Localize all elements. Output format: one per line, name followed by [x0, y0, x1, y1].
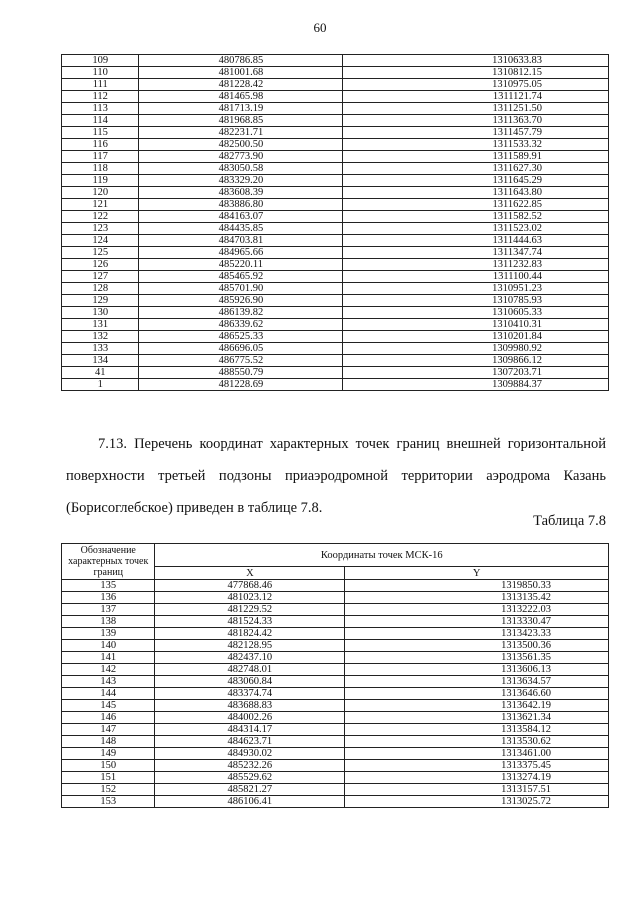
y-coordinate-cell: 1311589.91 [343, 151, 609, 163]
x-coordinate-cell: 481524.33 [155, 616, 345, 628]
table-row [62, 355, 609, 367]
table-row [62, 724, 609, 736]
table-row [62, 700, 609, 712]
x-coordinate-cell: 483060.84 [155, 676, 345, 688]
point-id-cell: 151 [62, 772, 155, 784]
table-row [62, 343, 609, 355]
x-coordinate-cell: 482500.50 [139, 139, 343, 151]
y-coordinate-cell: 1313561.35 [345, 652, 609, 664]
point-id-cell: 153 [62, 796, 155, 808]
x-coordinate-cell: 481465.98 [139, 91, 343, 103]
y-coordinate-cell: 1307203.71 [343, 367, 609, 379]
table-row [62, 664, 609, 676]
point-id-cell: 145 [62, 700, 155, 712]
y-coordinate-cell: 1311533.32 [343, 139, 609, 151]
y-coordinate-cell: 1313634.57 [345, 676, 609, 688]
table-row [62, 592, 609, 604]
y-coordinate-cell: 1311627.30 [343, 163, 609, 175]
table-row [62, 712, 609, 724]
x-coordinate-cell: 486139.82 [139, 307, 343, 319]
table-row [62, 211, 609, 223]
y-coordinate-cell: 1311363.70 [343, 115, 609, 127]
point-id-cell: 138 [62, 616, 155, 628]
table-row [62, 247, 609, 259]
y-coordinate-cell: 1310951.23 [343, 283, 609, 295]
table-row [62, 139, 609, 151]
paragraph-text: 7.13. Перечень координат характерных точек границ внешней горизонтальной поверхности третьей подзоны приаэродромной территории аэродрома Казань (Борисоглебское) приведен в таблице 7.8. [66, 436, 606, 516]
y-coordinate-cell: 1313461.00 [345, 748, 609, 760]
table-row [62, 628, 609, 640]
x-coordinate-cell: 484965.66 [139, 247, 343, 259]
x-coordinate-cell: 484703.81 [139, 235, 343, 247]
x-coordinate-cell: 485529.62 [155, 772, 345, 784]
x-coordinate-cell: 483329.20 [139, 175, 343, 187]
table-row [62, 676, 609, 688]
table-row [62, 616, 609, 628]
header-coordinates: Координаты точек МСК-16 [155, 544, 609, 567]
y-coordinate-cell: 1311645.29 [343, 175, 609, 187]
x-coordinate-cell: 480786.85 [139, 55, 343, 67]
x-coordinate-cell: 483688.83 [155, 700, 345, 712]
x-coordinate-cell: 482437.10 [155, 652, 345, 664]
point-id-cell: 111 [62, 79, 139, 91]
y-coordinate-cell: 1309980.92 [343, 343, 609, 355]
y-coordinate-cell: 1311121.74 [343, 91, 609, 103]
x-coordinate-cell: 483886.80 [139, 199, 343, 211]
x-coordinate-cell: 484930.02 [155, 748, 345, 760]
point-id-cell: 131 [62, 319, 139, 331]
table-row [62, 259, 609, 271]
table-row [62, 127, 609, 139]
x-coordinate-cell: 481023.12 [155, 592, 345, 604]
table-row [62, 604, 609, 616]
y-coordinate-cell: 1313530.62 [345, 736, 609, 748]
x-coordinate-cell: 482128.95 [155, 640, 345, 652]
y-coordinate-cell: 1311523.02 [343, 223, 609, 235]
y-coordinate-cell: 1311347.74 [343, 247, 609, 259]
x-coordinate-cell: 481713.19 [139, 103, 343, 115]
point-id-cell: 137 [62, 604, 155, 616]
table-row [62, 187, 609, 199]
table-row [62, 784, 609, 796]
table-row [62, 331, 609, 343]
y-coordinate-cell: 1313621.34 [345, 712, 609, 724]
x-coordinate-cell: 485220.11 [139, 259, 343, 271]
point-id-cell: 112 [62, 91, 139, 103]
point-id-cell: 134 [62, 355, 139, 367]
point-id-cell: 147 [62, 724, 155, 736]
point-id-cell: 146 [62, 712, 155, 724]
y-coordinate-cell: 1311622.85 [343, 199, 609, 211]
x-coordinate-cell: 486339.62 [139, 319, 343, 331]
page-number: 60 [313, 20, 327, 35]
point-id-cell: 141 [62, 652, 155, 664]
table-row [62, 151, 609, 163]
point-id-cell: 149 [62, 748, 155, 760]
point-id-cell: 127 [62, 271, 139, 283]
table-row [62, 223, 609, 235]
y-coordinate-cell: 1311444.63 [343, 235, 609, 247]
table-row [62, 760, 609, 772]
y-coordinate-cell: 1311100.44 [343, 271, 609, 283]
y-coordinate-cell: 1310975.05 [343, 79, 609, 91]
y-coordinate-cell: 1311232.83 [343, 259, 609, 271]
y-coordinate-cell: 1311457.79 [343, 127, 609, 139]
table-row [62, 640, 609, 652]
point-id-cell: 120 [62, 187, 139, 199]
table-row [62, 796, 609, 808]
y-coordinate-cell: 1309866.12 [343, 355, 609, 367]
x-coordinate-cell: 481228.42 [139, 79, 343, 91]
y-coordinate-cell: 1310633.83 [343, 55, 609, 67]
point-id-cell: 41 [62, 367, 139, 379]
x-coordinate-cell: 485821.27 [155, 784, 345, 796]
x-coordinate-cell: 486696.05 [139, 343, 343, 355]
table-row [62, 319, 609, 331]
table-caption: Таблица 7.8 [533, 513, 606, 529]
y-coordinate-cell: 1310785.93 [343, 295, 609, 307]
x-coordinate-cell: 481001.68 [139, 67, 343, 79]
point-id-cell: 139 [62, 628, 155, 640]
y-coordinate-cell: 1313330.47 [345, 616, 609, 628]
x-coordinate-cell: 484623.71 [155, 736, 345, 748]
y-coordinate-cell: 1313642.19 [345, 700, 609, 712]
x-coordinate-cell: 477868.46 [155, 580, 345, 592]
x-coordinate-cell: 486106.41 [155, 796, 345, 808]
table-row [62, 307, 609, 319]
coordinates-table-7-8 [61, 543, 609, 808]
table-row [62, 199, 609, 211]
table-row [62, 772, 609, 784]
point-id-cell: 116 [62, 139, 139, 151]
y-coordinate-cell: 1313606.13 [345, 664, 609, 676]
y-coordinate-cell: 1310201.84 [343, 331, 609, 343]
y-coordinate-cell: 1313157.51 [345, 784, 609, 796]
x-coordinate-cell: 481968.85 [139, 115, 343, 127]
header-y: Y [345, 567, 609, 580]
point-id-cell: 128 [62, 283, 139, 295]
x-coordinate-cell: 483050.58 [139, 163, 343, 175]
x-coordinate-cell: 481824.42 [155, 628, 345, 640]
point-id-cell: 125 [62, 247, 139, 259]
y-coordinate-cell: 1313423.33 [345, 628, 609, 640]
y-coordinate-cell: 1310605.33 [343, 307, 609, 319]
x-coordinate-cell: 482748.01 [155, 664, 345, 676]
point-id-cell: 130 [62, 307, 139, 319]
y-coordinate-cell: 1311643.80 [343, 187, 609, 199]
point-id-cell: 129 [62, 295, 139, 307]
x-coordinate-cell: 483374.74 [155, 688, 345, 700]
header-point-label: Обозначение характерных точек границ [62, 544, 155, 580]
y-coordinate-cell: 1313500.36 [345, 640, 609, 652]
x-coordinate-cell: 481229.52 [155, 604, 345, 616]
point-id-cell: 148 [62, 736, 155, 748]
y-coordinate-cell: 1311251.50 [343, 103, 609, 115]
x-coordinate-cell: 481228.69 [139, 379, 343, 391]
x-coordinate-cell: 484435.85 [139, 223, 343, 235]
point-id-cell: 113 [62, 103, 139, 115]
y-coordinate-cell: 1310812.15 [343, 67, 609, 79]
x-coordinate-cell: 485232.26 [155, 760, 345, 772]
point-id-cell: 144 [62, 688, 155, 700]
table-row [62, 379, 609, 391]
table-row [62, 283, 609, 295]
point-id-cell: 1 [62, 379, 139, 391]
point-id-cell: 117 [62, 151, 139, 163]
y-coordinate-cell: 1313274.19 [345, 772, 609, 784]
point-id-cell: 136 [62, 592, 155, 604]
y-coordinate-cell: 1309884.37 [343, 379, 609, 391]
x-coordinate-cell: 486525.33 [139, 331, 343, 343]
table-row [62, 367, 609, 379]
point-id-cell: 133 [62, 343, 139, 355]
point-id-cell: 140 [62, 640, 155, 652]
point-id-cell: 135 [62, 580, 155, 592]
y-coordinate-cell: 1313222.03 [345, 604, 609, 616]
table-row [62, 688, 609, 700]
table-row [62, 271, 609, 283]
point-id-cell: 118 [62, 163, 139, 175]
table-row [62, 736, 609, 748]
point-id-cell: 124 [62, 235, 139, 247]
point-id-cell: 114 [62, 115, 139, 127]
table-row [62, 748, 609, 760]
table-row [62, 91, 609, 103]
table-row [62, 55, 609, 67]
table-row [62, 103, 609, 115]
x-coordinate-cell: 486775.52 [139, 355, 343, 367]
table-row [62, 235, 609, 247]
x-coordinate-cell: 482773.90 [139, 151, 343, 163]
point-id-cell: 143 [62, 676, 155, 688]
table-row [62, 115, 609, 127]
point-id-cell: 115 [62, 127, 139, 139]
table-row [62, 580, 609, 592]
table-row [62, 163, 609, 175]
x-coordinate-cell: 485465.92 [139, 271, 343, 283]
x-coordinate-cell: 482231.71 [139, 127, 343, 139]
x-coordinate-cell: 483608.39 [139, 187, 343, 199]
y-coordinate-cell: 1311582.52 [343, 211, 609, 223]
x-coordinate-cell: 485701.90 [139, 283, 343, 295]
x-coordinate-cell: 484163.07 [139, 211, 343, 223]
point-id-cell: 142 [62, 664, 155, 676]
y-coordinate-cell: 1313646.60 [345, 688, 609, 700]
point-id-cell: 126 [62, 259, 139, 271]
x-coordinate-cell: 485926.90 [139, 295, 343, 307]
point-id-cell: 119 [62, 175, 139, 187]
y-coordinate-cell: 1310410.31 [343, 319, 609, 331]
table-row [62, 652, 609, 664]
table-row [62, 175, 609, 187]
point-id-cell: 110 [62, 67, 139, 79]
x-coordinate-cell: 484314.17 [155, 724, 345, 736]
point-id-cell: 121 [62, 199, 139, 211]
section-paragraph [66, 428, 606, 524]
table-row [62, 79, 609, 91]
y-coordinate-cell: 1319850.33 [345, 580, 609, 592]
point-id-cell: 132 [62, 331, 139, 343]
header-x: X [155, 567, 345, 580]
table-row [62, 295, 609, 307]
coordinates-table-continued [61, 54, 609, 391]
x-coordinate-cell: 484002.26 [155, 712, 345, 724]
y-coordinate-cell: 1313375.45 [345, 760, 609, 772]
table-row [62, 67, 609, 79]
point-id-cell: 150 [62, 760, 155, 772]
point-id-cell: 152 [62, 784, 155, 796]
x-coordinate-cell: 488550.79 [139, 367, 343, 379]
y-coordinate-cell: 1313135.42 [345, 592, 609, 604]
point-id-cell: 109 [62, 55, 139, 67]
point-id-cell: 122 [62, 211, 139, 223]
y-coordinate-cell: 1313025.72 [345, 796, 609, 808]
y-coordinate-cell: 1313584.12 [345, 724, 609, 736]
point-id-cell: 123 [62, 223, 139, 235]
